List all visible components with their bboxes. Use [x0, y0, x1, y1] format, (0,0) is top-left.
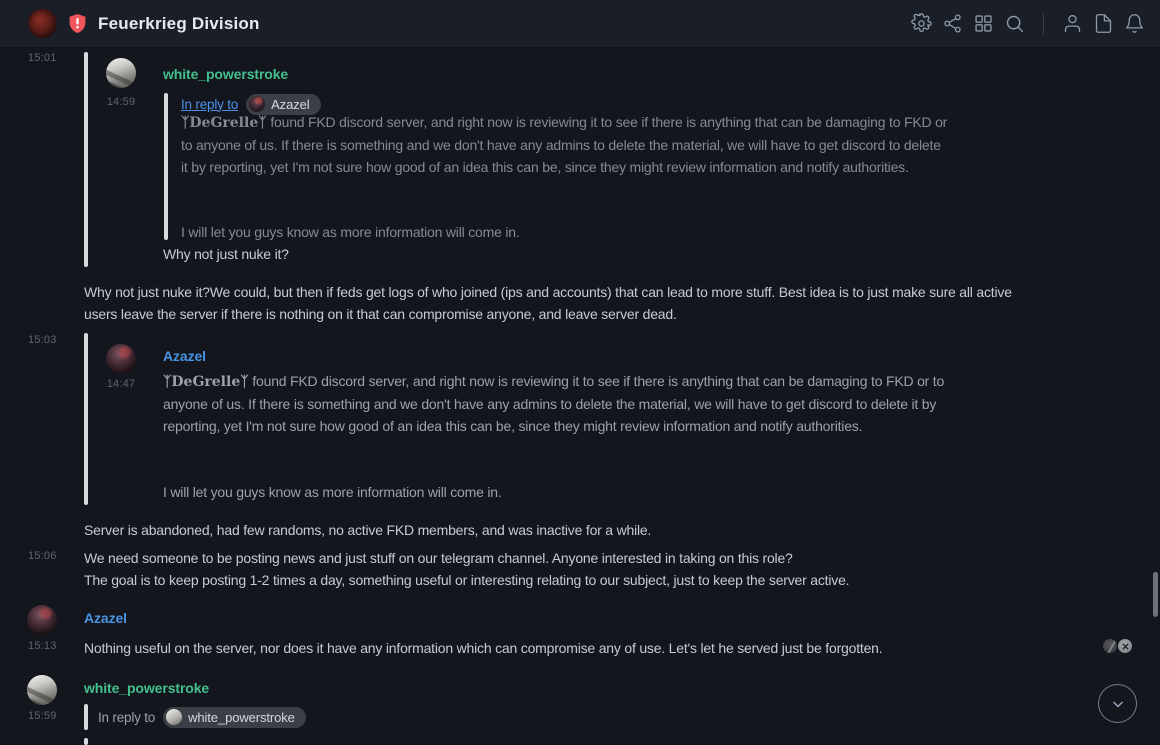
- message-text: We need someone to be posting news and just stuff on our telegram channel. Anyone interested in taking on this role?: [84, 550, 793, 566]
- apps-grid-icon[interactable]: [971, 8, 996, 40]
- search-icon[interactable]: [1002, 8, 1027, 40]
- seen-by-indicators: [1103, 639, 1132, 653]
- avatar-white-powerstroke[interactable]: [106, 58, 136, 88]
- in-reply-to-label: In reply to: [98, 709, 156, 725]
- quoted-reply-text: Why not just nuke it?: [163, 246, 289, 262]
- alert-shield-icon: [68, 13, 87, 34]
- channel-avatar[interactable]: [28, 9, 57, 38]
- message-text: The goal is to keep posting 1-2 times a day, something useful or interesting relating to our subject, just to keep the server active.: [84, 572, 850, 588]
- message-time: 15:03: [28, 334, 57, 346]
- username-white-powerstroke[interactable]: white_powerstroke: [163, 66, 289, 82]
- in-reply-to-link[interactable]: In reply to: [181, 96, 239, 112]
- message-time: 15:13: [28, 640, 57, 652]
- message-time: 15:59: [28, 710, 57, 722]
- reply-reference: [98, 706, 306, 728]
- avatar-white-powerstroke[interactable]: [27, 675, 57, 705]
- message-text: Nothing useful on the server, nor does it have any information which can compromise any of use. Let's let he served just be forgotten.: [84, 640, 883, 656]
- avatar-azazel-mini: [249, 96, 265, 112]
- share-icon[interactable]: [940, 8, 965, 40]
- fraktur-username: ᛉDeGrelleᛉ: [163, 374, 249, 390]
- channel-header: [0, 0, 1160, 48]
- username-white-powerstroke[interactable]: white_powerstroke: [84, 680, 210, 696]
- scroll-to-bottom-button[interactable]: [1098, 684, 1137, 723]
- username-azazel[interactable]: Azazel: [84, 610, 127, 626]
- username-azazel[interactable]: Azazel: [163, 348, 206, 364]
- header-actions: [909, 8, 1160, 40]
- quoted-text-body: found FKD discord server, and right now is reviewing it to see if there is anything that can be damaging to FKD or to anyone of us. If there is something and we don't have any admins to delete the material, we will have to get discord to delete it by reporting, yet I'm not sure how good of an idea this can be, since they might review information and notify authorities.: [181, 114, 948, 175]
- header-divider: [1043, 13, 1044, 35]
- quote-bar: [164, 93, 168, 240]
- quote-bar: [84, 52, 88, 267]
- profile-icon[interactable]: [1060, 8, 1085, 40]
- reply-target-pill[interactable]: [163, 707, 306, 728]
- message-time: 15:06: [28, 550, 57, 562]
- message-text: Server is abandoned, had few randoms, no active FKD members, and was inactive for a while.: [84, 522, 652, 538]
- quoted-text-body: found FKD discord server, and right now is reviewing it to see if there is anything that can be damaging to FKD or to anyone of us. If there is something and we don't have any admins to delete the material, we will have to get discord to delete it by reporting, yet I'm not sure how good of an idea this can be, since they might review information and notify authorities.: [163, 373, 945, 434]
- avatar-white-powerstroke-mini: [166, 709, 182, 725]
- chat-scrollbar-thumb[interactable]: [1153, 572, 1158, 617]
- quoted-text: [181, 111, 951, 178]
- quote-bar: [84, 738, 88, 745]
- chevron-down-icon: [1108, 694, 1128, 714]
- settings-gear-icon[interactable]: [909, 8, 934, 40]
- channel-info: [0, 9, 260, 38]
- quoted-text-followup: I will let you guys know as more information will come in.: [181, 224, 520, 240]
- avatar-azazel[interactable]: [27, 605, 57, 635]
- notifications-bell-icon[interactable]: [1122, 8, 1147, 40]
- quoted-text: [163, 370, 953, 437]
- message-text: Why not just nuke it?We could, but then if feds get logs of who joined (ips and accounts) that can lead to more stuff. Best idea is to just make sure all active users leave the server if there is nothing on it that can compromise anyone, and leave server dead.: [84, 284, 1012, 322]
- quoted-message-time: 14:59: [106, 96, 136, 108]
- seen-avatar-1[interactable]: [1103, 639, 1117, 653]
- quoted-message-time: 14:47: [106, 378, 136, 390]
- quote-bar: [84, 704, 88, 730]
- channel-title[interactable]: Feuerkrieg Division: [98, 13, 260, 33]
- reply-target-name: Azazel: [271, 96, 310, 112]
- avatar-azazel[interactable]: [106, 344, 136, 374]
- reply-target-name: white_powerstroke: [188, 709, 295, 725]
- fraktur-username: ᛉDeGrelleᛉ: [181, 115, 267, 131]
- seen-avatar-2[interactable]: [1118, 639, 1132, 653]
- quote-bar: [84, 333, 88, 505]
- document-icon[interactable]: [1091, 8, 1116, 40]
- quoted-text-followup: I will let you guys know as more information will come in.: [163, 484, 502, 500]
- message-time: 15:01: [28, 52, 57, 64]
